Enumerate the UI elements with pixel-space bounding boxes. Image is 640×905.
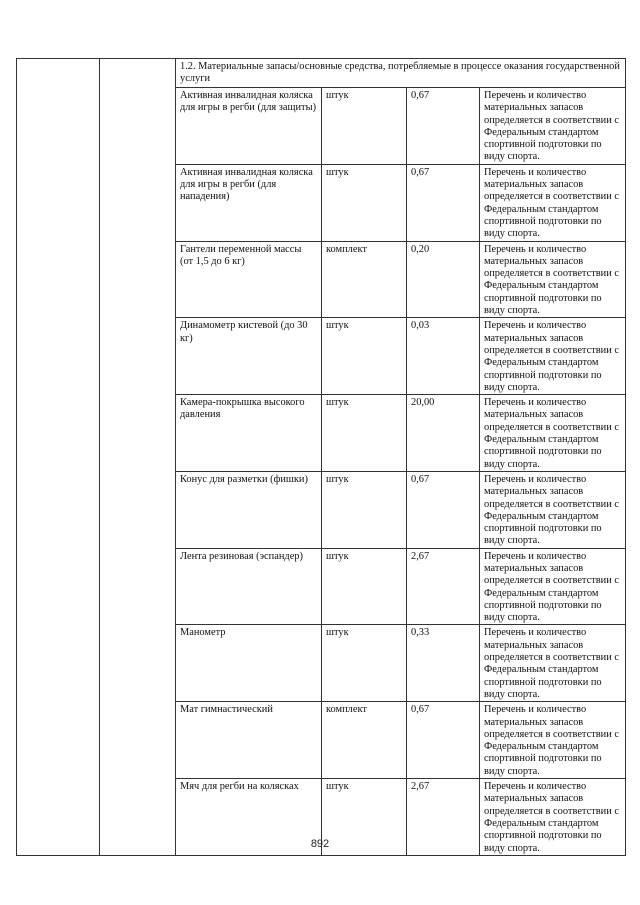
unit-cell: комплект xyxy=(322,702,407,779)
quantity-cell: 0,67 xyxy=(407,164,480,241)
quantity-cell: 0,20 xyxy=(407,241,480,318)
note-cell: Перечень и количество материальных запасов определяется в соответствии с Федеральным стандартом спортивной подготовки по виду спорта. xyxy=(480,164,626,241)
note-cell: Перечень и количество материальных запасов определяется в соответствии с Федеральным стандартом спортивной подготовки по виду спорта. xyxy=(480,395,626,472)
unit-cell: штук xyxy=(322,395,407,472)
quantity-cell: 0,67 xyxy=(407,471,480,548)
note-cell: Перечень и количество материальных запасов определяется в соответствии с Федеральным стандартом спортивной подготовки по виду спорта. xyxy=(480,318,626,395)
quantity-cell: 0,67 xyxy=(407,88,480,165)
blank-column-1 xyxy=(17,59,100,856)
note-cell: Перечень и количество материальных запасов определяется в соответствии с Федеральным стандартом спортивной подготовки по виду спорта. xyxy=(480,779,626,856)
page-number: 892 xyxy=(310,838,330,850)
resource-name-cell: Камера-покрышка высокого давления xyxy=(176,395,322,472)
note-cell: Перечень и количество материальных запасов определяется в соответствии с Федеральным стандартом спортивной подготовки по виду спорта. xyxy=(480,88,626,165)
resource-name-cell: Манометр xyxy=(176,625,322,702)
resource-name-cell: Лента резиновая (эспандер) xyxy=(176,548,322,625)
blank-column-2 xyxy=(100,59,176,856)
note-cell: Перечень и количество материальных запасов определяется в соответствии с Федеральным стандартом спортивной подготовки по виду спорта. xyxy=(480,548,626,625)
resource-name-cell: Конус для разметки (фишки) xyxy=(176,471,322,548)
section-title: 1.2. Материальные запасы/основные средства, потребляемые в процессе оказания государственной услуги xyxy=(176,59,626,88)
note-cell: Перечень и количество материальных запасов определяется в соответствии с Федеральным стандартом спортивной подготовки по виду спорта. xyxy=(480,625,626,702)
note-cell: Перечень и количество материальных запасов определяется в соответствии с Федеральным стандартом спортивной подготовки по виду спорта. xyxy=(480,471,626,548)
resource-name-cell: Динамометр кистевой (до 30 кг) xyxy=(176,318,322,395)
quantity-cell: 0,03 xyxy=(407,318,480,395)
section-header-row xyxy=(17,59,626,88)
unit-cell: штук xyxy=(322,625,407,702)
unit-cell: штук xyxy=(322,88,407,165)
quantity-cell: 20,00 xyxy=(407,395,480,472)
unit-cell: штук xyxy=(322,164,407,241)
resource-name-cell: Активная инвалидная коляска для игры в регби (для нападения) xyxy=(176,164,322,241)
quantity-cell: 0,67 xyxy=(407,702,480,779)
unit-cell: штук xyxy=(322,779,407,856)
resource-name-cell: Мяч для регби на колясках xyxy=(176,779,322,856)
note-cell: Перечень и количество материальных запасов определяется в соответствии с Федеральным стандартом спортивной подготовки по виду спорта. xyxy=(480,241,626,318)
resource-name-cell: Активная инвалидная коляска для игры в регби (для защиты) xyxy=(176,88,322,165)
quantity-cell: 2,67 xyxy=(407,548,480,625)
quantity-cell: 0,33 xyxy=(407,625,480,702)
resource-name-cell: Мат гимнастический xyxy=(176,702,322,779)
resource-name-cell: Гантели переменной массы (от 1,5 до 6 кг) xyxy=(176,241,322,318)
unit-cell: комплект xyxy=(322,241,407,318)
unit-cell: штук xyxy=(322,318,407,395)
note-cell: Перечень и количество материальных запасов определяется в соответствии с Федеральным стандартом спортивной подготовки по виду спорта. xyxy=(480,702,626,779)
quantity-cell: 2,67 xyxy=(407,779,480,856)
unit-cell: штук xyxy=(322,548,407,625)
unit-cell: штук xyxy=(322,471,407,548)
resources-table xyxy=(16,58,626,856)
